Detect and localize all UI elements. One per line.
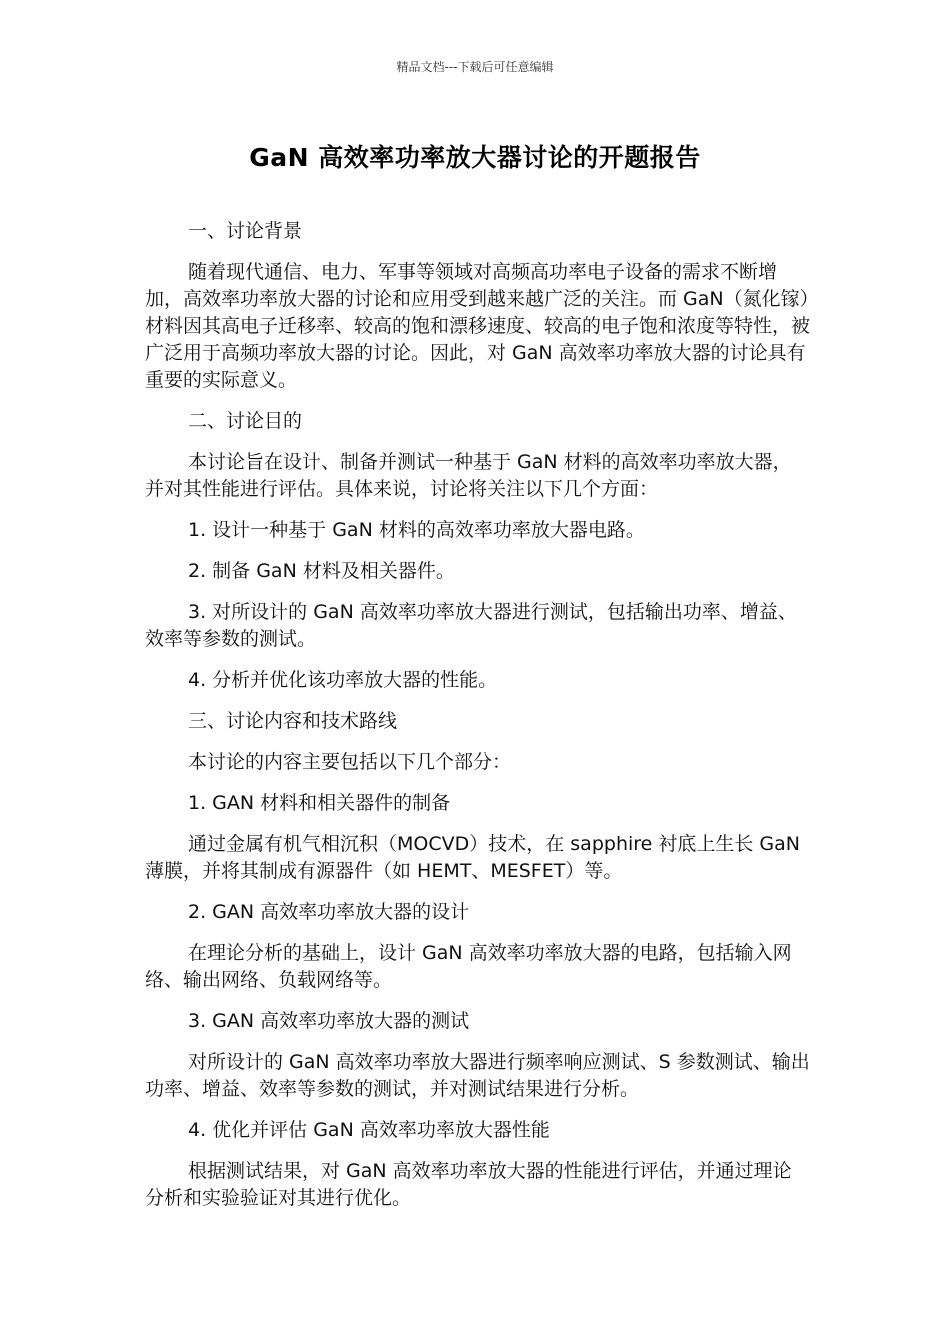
section-heading-content: 三、讨论内容和技术路线 — [188, 710, 398, 732]
list-item-purpose-2: 2. 制备 GaN 材料及相关器件。 — [188, 560, 455, 582]
paragraph-content-3: 对所设计的 GaN 高效率功率放大器进行频率响应测试、S 参数测试、输出功率、增益、效率等参数的测试，并对测试结果进行分析。 — [145, 1051, 810, 1100]
section-heading-purpose: 二、讨论目的 — [188, 410, 303, 432]
list-item-purpose-4: 4. 分析并优化该功率放大器的性能。 — [188, 669, 498, 691]
paragraph-content-4: 根据测试结果，对 GaN 高效率功率放大器的性能进行评估，并通过理论分析和实验验证对其进行优化。 — [145, 1160, 792, 1209]
document-title: GaN 高效率功率放大器讨论的开题报告 — [249, 143, 701, 172]
subheading-content-1: 1. GAN 材料和相关器件的制备 — [188, 792, 451, 814]
paragraph-content-intro: 本讨论的内容主要包括以下几个部分： — [188, 751, 512, 773]
paragraph-content-2: 在理论分析的基础上，设计 GaN 高效率功率放大器的电路，包括输入网络、输出网络、负载网络等。 — [145, 942, 792, 991]
section-heading-background: 一、讨论背景 — [188, 220, 303, 242]
page-header: 精品文档---下载后可任意编辑 — [396, 60, 554, 74]
subheading-content-3: 3. GAN 高效率功率放大器的测试 — [188, 1010, 470, 1032]
subheading-content-4: 4. 优化并评估 GaN 高效率功率放大器性能 — [188, 1119, 550, 1141]
document-body — [145, 218, 810, 1226]
subheading-content-2: 2. GAN 高效率功率放大器的设计 — [188, 901, 470, 923]
list-item-purpose-3: 3. 对所设计的 GaN 高效率功率放大器进行测试，包括输出功率、增益、效率等参数的测试。 — [145, 601, 797, 650]
paragraph-content-1: 通过金属有机气相沉积（MOCVD）技术，在 sapphire 衬底上生长 GaN 薄膜，并将其制成有源器件（如 HEMT、MESFET）等。 — [145, 833, 801, 882]
paragraph-background: 随着现代通信、电力、军事等领域对高频高功率电子设备的需求不断增加，高效率功率放大器的讨论和应用受到越来越广泛的关注。而 GaN（氮化镓）材料因其高电子迁移率、较高的饱和漂移速度、较高的电子饱和浓度等特性，被广泛用于高频功率放大器的讨论。因此，对 GaN 高效率功率放大器的讨论具有重要的实际意义。 — [145, 261, 811, 391]
list-item-purpose-1: 1. 设计一种基于 GaN 材料的高效率功率放大器电路。 — [188, 519, 645, 541]
paragraph-purpose: 本讨论旨在设计、制备并测试一种基于 GaN 材料的高效率功率放大器，并对其性能进行评估。具体来说，讨论将关注以下几个方面： — [145, 451, 792, 500]
